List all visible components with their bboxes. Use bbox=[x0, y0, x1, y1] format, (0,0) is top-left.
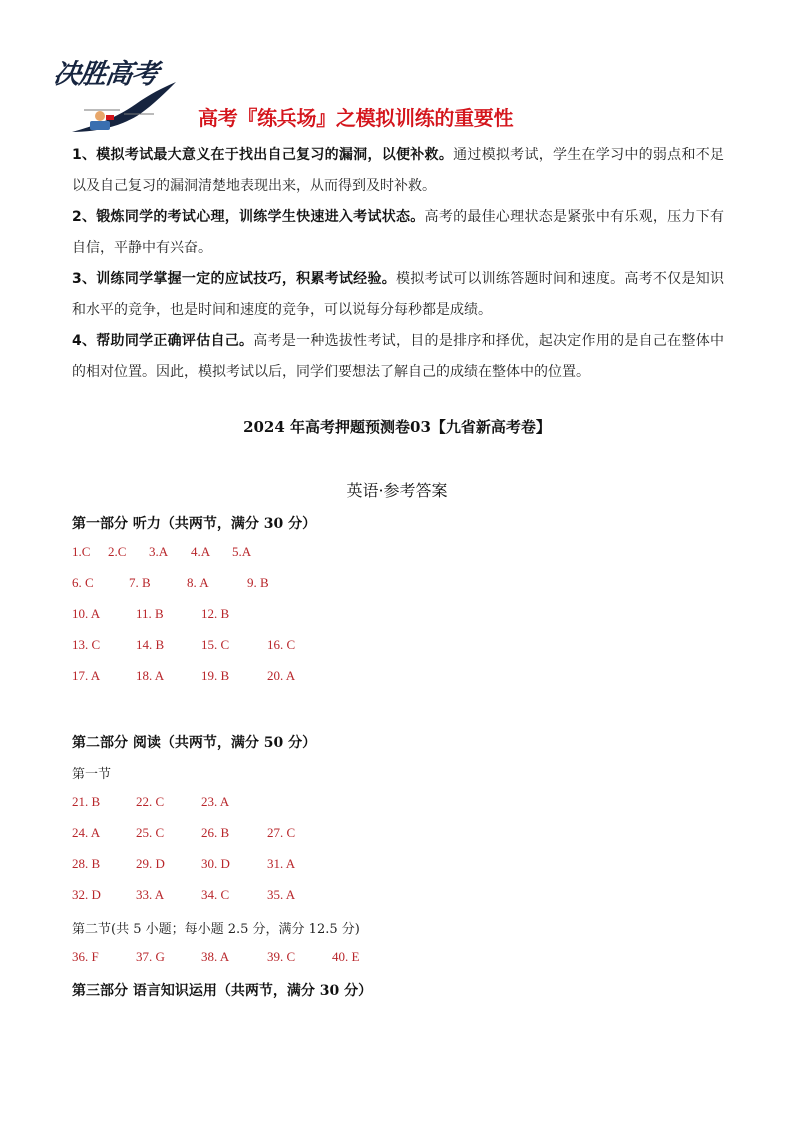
answer-item: 9. B bbox=[247, 575, 269, 590]
intro-paragraph bbox=[72, 264, 724, 326]
answer-item: 6. C bbox=[72, 575, 94, 590]
intro-paragraph bbox=[72, 202, 724, 264]
answer-item: 40. E bbox=[332, 949, 360, 964]
answer-item: 2.C bbox=[108, 544, 127, 559]
answer-item: 28. B bbox=[72, 856, 101, 871]
answer-item: 35. A bbox=[267, 887, 296, 902]
intro-point-lead: 1、模拟考试最大意义在于找出自己复习的漏洞，以便补救。 bbox=[72, 147, 454, 163]
answer-item: 31. A bbox=[267, 856, 296, 871]
intro-point-lead: 2、锻炼同学的考试心理，训练学生快速进入考试状态。 bbox=[72, 209, 425, 225]
intro-point-body: 高考是一种选拔性考试，目的是排序和择优，起决定作用的是自己在整体中的相对位置。因此，模拟考试以后，同学们要想法了解自己的成绩在整体中的位置。 bbox=[72, 333, 724, 380]
answer-item: 39. C bbox=[267, 949, 296, 964]
intro-point-lead: 4、帮助同学正确评估自己。 bbox=[72, 333, 254, 349]
answer-item: 22. C bbox=[136, 794, 165, 809]
answer-item: 5.A bbox=[232, 544, 252, 559]
answer-item: 33. A bbox=[136, 887, 165, 902]
intro-point-body: 高考的最佳心理状态是紧张中有乐观，压力下有自信，平静中有兴奋。 bbox=[72, 209, 724, 256]
intro-text bbox=[72, 140, 724, 388]
exam-subtitle: 英语·参考答案 bbox=[346, 481, 448, 500]
answer-item: 15. C bbox=[201, 637, 230, 652]
answer-item: 8. A bbox=[187, 575, 209, 590]
intro-point-body: 模拟考试可以训练答题时间和速度。高考不仅是知识和水平的竞争，也是时间和速度的竞争，可以说每分每秒都是成绩。 bbox=[72, 271, 725, 318]
intro-paragraph bbox=[72, 140, 724, 202]
exam-title: 2024 年高考押题预测卷03【九省新高考卷】 bbox=[243, 418, 551, 436]
answer-item: 13. C bbox=[72, 637, 101, 652]
answer-item: 12. B bbox=[201, 606, 230, 621]
answer-item: 26. B bbox=[201, 825, 230, 840]
answer-item: 21. B bbox=[72, 794, 101, 809]
answer-item: 14. B bbox=[136, 637, 165, 652]
answer-item: 34. C bbox=[201, 887, 230, 902]
logo-swoosh-icon bbox=[54, 74, 194, 136]
answer-item: 32. D bbox=[72, 887, 101, 902]
answer-item: 16. C bbox=[267, 637, 296, 652]
answer-item: 11. B bbox=[136, 606, 164, 621]
answer-item: 3.A bbox=[149, 544, 169, 559]
answer-item: 24. A bbox=[72, 825, 101, 840]
part2-heading: 第二部分 阅读（共两节，满分 50 分） bbox=[72, 735, 317, 751]
answer-item: 4.A bbox=[191, 544, 211, 559]
answer-item: 36. F bbox=[72, 949, 99, 964]
part1-heading: 第一部分 听力（共两节，满分 30 分） bbox=[72, 516, 317, 532]
answer-item: 38. A bbox=[201, 949, 230, 964]
answer-item: 29. D bbox=[136, 856, 165, 871]
answer-item: 20. A bbox=[267, 668, 296, 683]
intro-paragraph bbox=[72, 326, 724, 388]
part3-heading: 第三部分 语言知识运用（共两节，满分 30 分） bbox=[72, 983, 373, 999]
intro-point-body: 通过模拟考试，学生在学习中的弱点和不足以及自己复习的漏洞清楚地表现出来，从而得到及时补救。 bbox=[72, 147, 724, 194]
intro-point-lead: 3、训练同学掌握一定的应试技巧，积累考试经验。 bbox=[72, 271, 397, 287]
answer-item: 19. B bbox=[201, 668, 230, 683]
page-headline: 高考『练兵场』之模拟训练的重要性 bbox=[198, 106, 514, 130]
answer-item: 27. C bbox=[267, 825, 296, 840]
answer-item: 25. C bbox=[136, 825, 165, 840]
logo-text: 决胜高考 bbox=[51, 59, 160, 90]
answer-item: 10. A bbox=[72, 606, 101, 621]
answer-item: 1.C bbox=[72, 544, 91, 559]
answer-item: 17. A bbox=[72, 668, 101, 683]
answer-item: 30. D bbox=[201, 856, 230, 871]
answer-item: 18. A bbox=[136, 668, 165, 683]
brand-logo bbox=[51, 52, 194, 136]
section1-label: 第一节 bbox=[72, 767, 112, 782]
section2-label: 第二节(共 5 小题；每小题 2.5 分，满分 12.5 分) bbox=[72, 922, 360, 937]
answer-item: 23. A bbox=[201, 794, 230, 809]
answer-item: 37. G bbox=[136, 949, 165, 964]
answer-item: 7. B bbox=[129, 575, 151, 590]
